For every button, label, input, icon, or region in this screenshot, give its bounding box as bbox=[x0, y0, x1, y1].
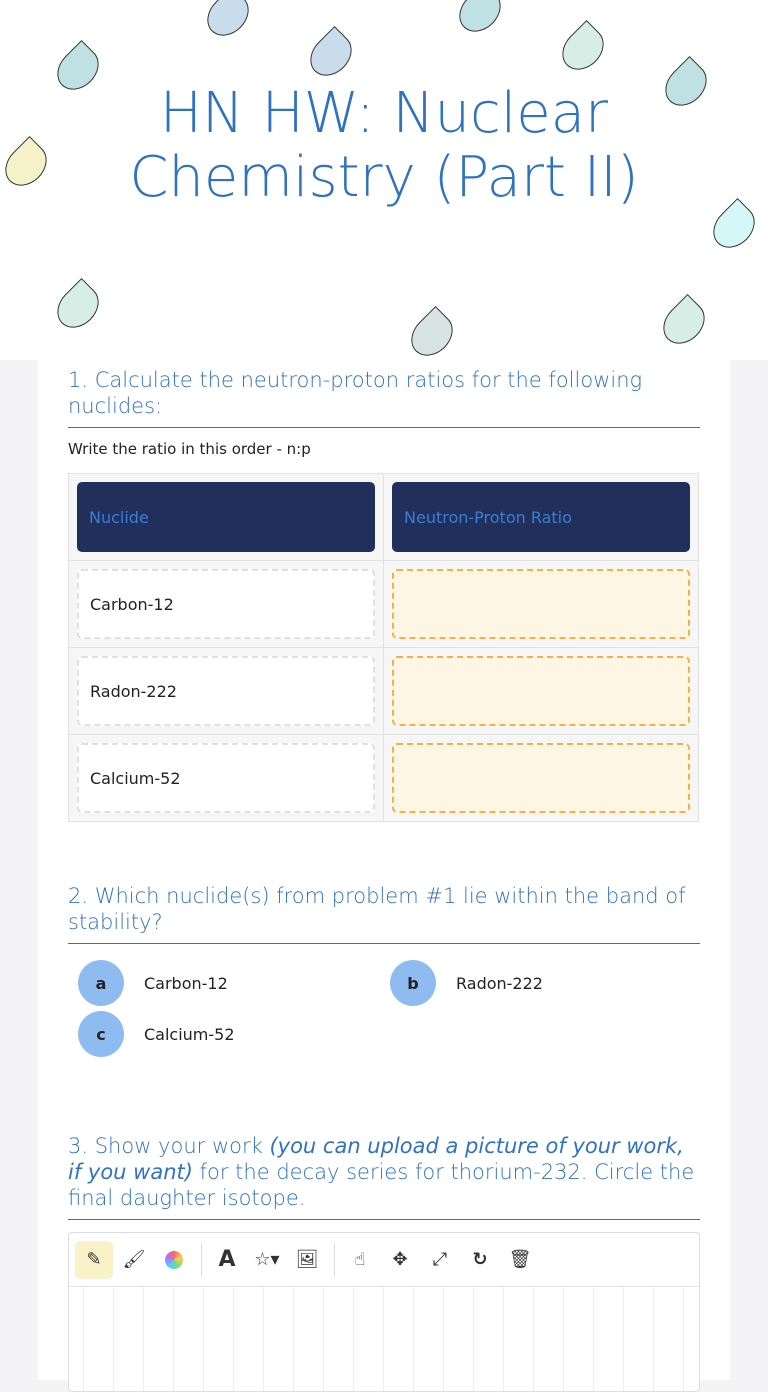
table-row bbox=[69, 735, 699, 822]
option-b[interactable] bbox=[390, 960, 543, 1006]
pencil-icon[interactable]: ✎ bbox=[75, 1241, 113, 1279]
option-label: Radon-222 bbox=[456, 973, 543, 993]
droplet-decoration bbox=[0, 136, 55, 194]
option-letter: a bbox=[78, 960, 124, 1006]
image-icon[interactable]: 🖼 bbox=[295, 1249, 319, 1270]
table-row bbox=[69, 648, 699, 735]
nuclide-cell: Calcium-52 bbox=[77, 743, 375, 813]
droplet-decoration bbox=[49, 278, 107, 336]
q3-text: 3. Show your work bbox=[68, 1134, 270, 1158]
worksheet-content bbox=[38, 360, 730, 1380]
droplet-decoration bbox=[302, 26, 360, 84]
option-label: Calcium-52 bbox=[144, 1024, 235, 1044]
question-2-title: 2. Which nuclide(s) from problem #1 lie within the band of stability? bbox=[68, 883, 700, 944]
trash-icon[interactable]: 🗑 bbox=[508, 1249, 532, 1270]
q3-text: for the decay series for thorium-232. Circle the final daughter isotope. bbox=[68, 1160, 695, 1210]
move-icon[interactable]: ✥ bbox=[392, 1249, 408, 1270]
option-a[interactable] bbox=[78, 960, 228, 1006]
ratio-answer-input[interactable] bbox=[392, 743, 690, 813]
question-3-title bbox=[68, 1133, 700, 1220]
drawing-canvas[interactable] bbox=[68, 1232, 700, 1392]
column-header: Nuclide bbox=[77, 482, 375, 552]
option-letter: b bbox=[390, 960, 436, 1006]
redo-icon[interactable]: ↻ bbox=[472, 1249, 488, 1270]
question-1-note: Write the ratio in this order - n:p bbox=[68, 440, 311, 458]
star-icon[interactable]: ☆▾ bbox=[254, 1249, 280, 1270]
option-letter: c bbox=[78, 1011, 124, 1057]
nuclide-cell: Carbon-12 bbox=[77, 569, 375, 639]
header bbox=[0, 0, 768, 360]
column-header: Neutron-Proton Ratio bbox=[392, 482, 690, 552]
text-icon[interactable]: A bbox=[218, 1247, 236, 1272]
droplet-decoration bbox=[655, 294, 713, 352]
table-row bbox=[69, 561, 699, 648]
resize-icon[interactable]: ⤢ bbox=[432, 1249, 448, 1270]
droplet-decoration bbox=[49, 40, 107, 98]
nuclide-cell: Radon-222 bbox=[77, 656, 375, 726]
canvas-grid[interactable] bbox=[69, 1287, 699, 1391]
droplet-decoration bbox=[657, 56, 715, 114]
option-label: Carbon-12 bbox=[144, 973, 228, 993]
ratio-table bbox=[68, 473, 699, 822]
droplet-decoration bbox=[705, 198, 763, 256]
q3-italic-text: (you can upload a picture of your work, if you want) bbox=[68, 1134, 684, 1184]
drawing-toolbar bbox=[69, 1233, 699, 1287]
brush-icon[interactable]: 🖌 bbox=[122, 1249, 146, 1270]
color-wheel-icon[interactable] bbox=[155, 1241, 193, 1279]
ratio-answer-input[interactable] bbox=[392, 569, 690, 639]
page-title: HN HW: Nuclear Chemistry (Part II) bbox=[129, 81, 639, 210]
hand-icon[interactable]: ☝ bbox=[354, 1249, 366, 1270]
droplet-decoration bbox=[554, 20, 612, 78]
question-1-title: 1. Calculate the neutron-proton ratios for the following nuclides: bbox=[68, 367, 700, 428]
droplet-decoration bbox=[199, 0, 257, 44]
droplet-decoration bbox=[451, 0, 509, 40]
droplet-decoration bbox=[403, 306, 461, 360]
option-c[interactable] bbox=[78, 1011, 235, 1057]
ratio-answer-input[interactable] bbox=[392, 656, 690, 726]
